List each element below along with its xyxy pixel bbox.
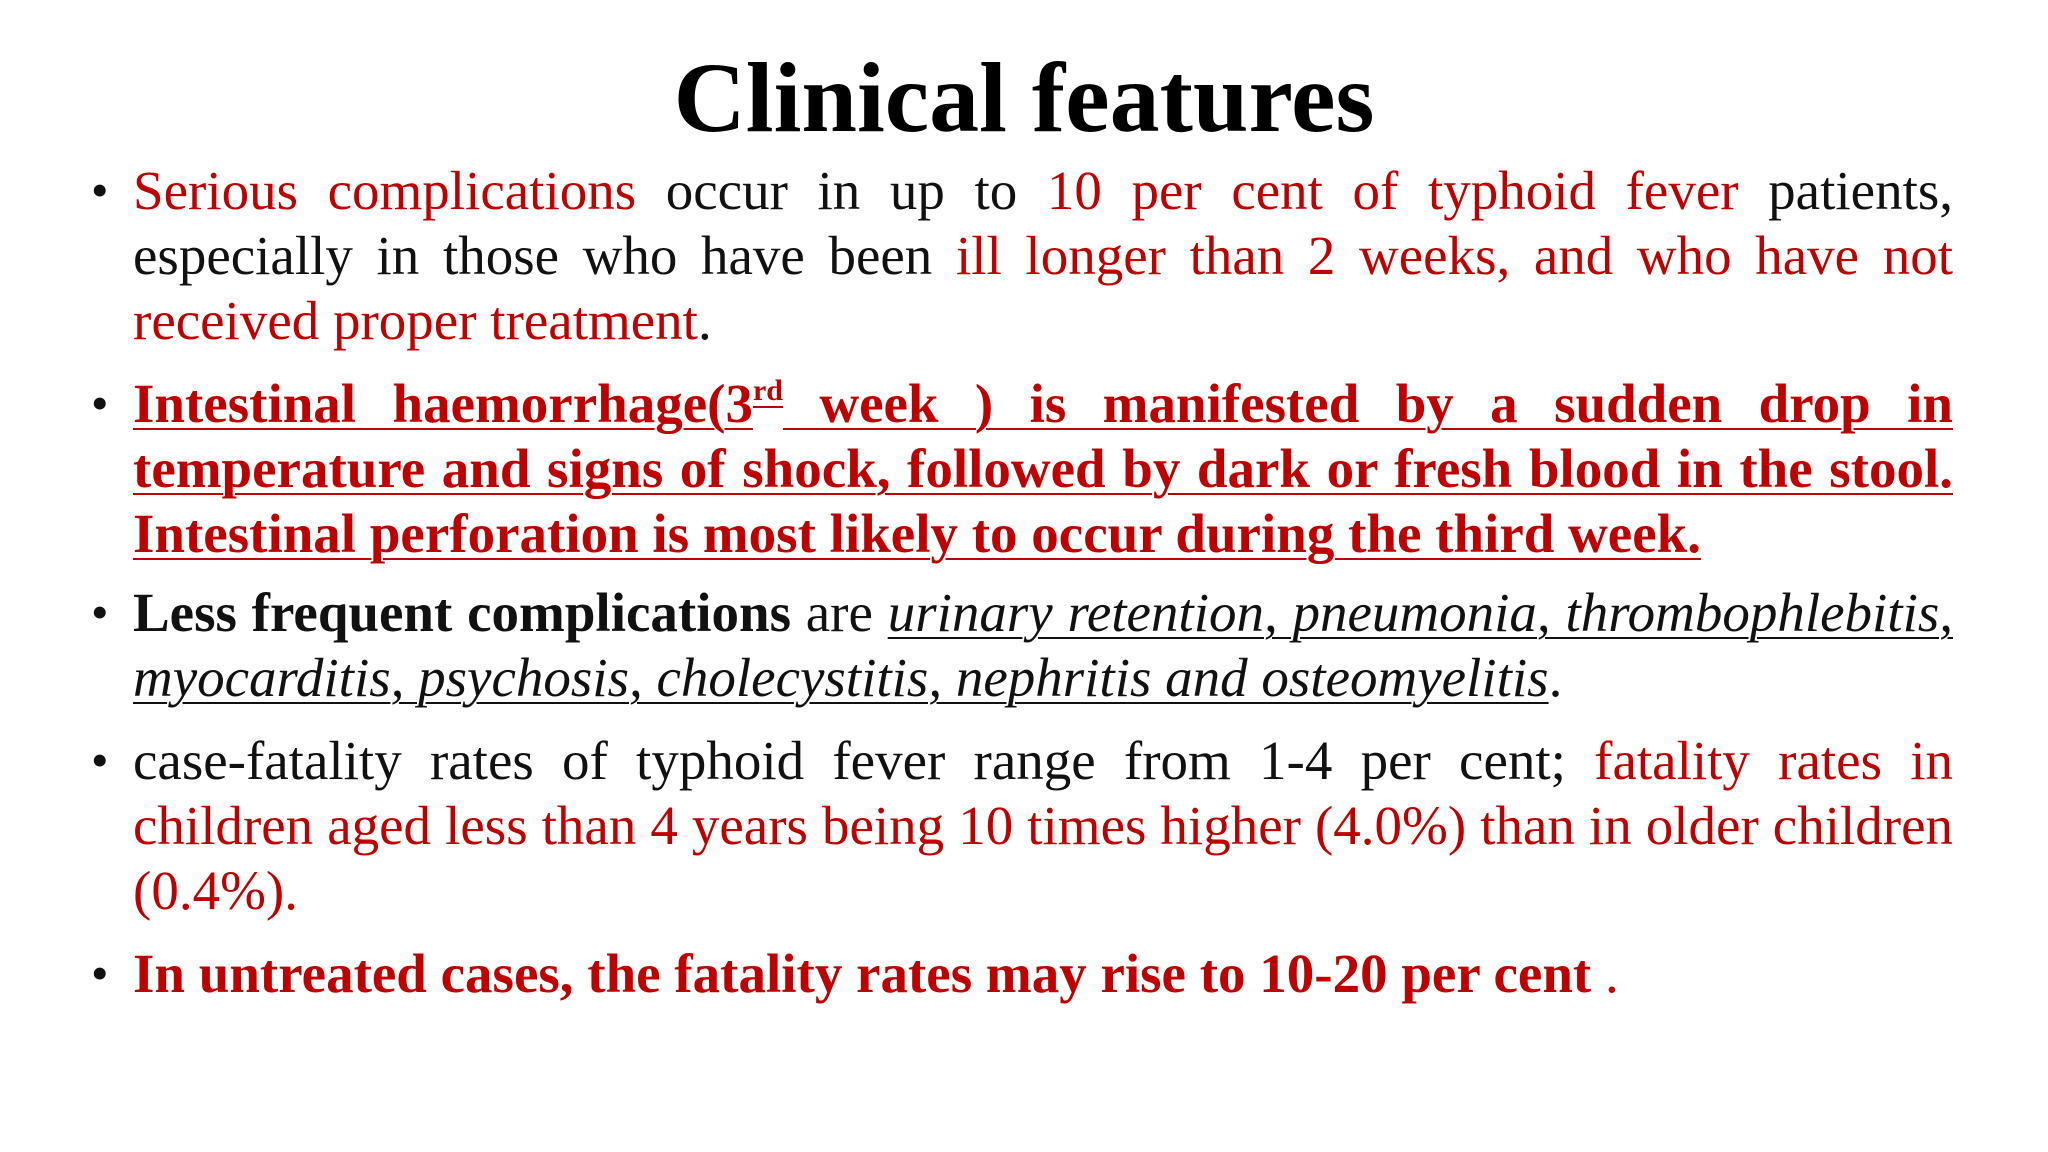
bullet-list [133,158,1953,1006]
slide-title: Clinical features [673,42,1375,153]
text-segment: patients, especially in those who have been [133,160,1954,286]
text-segment: . [697,290,712,351]
bullet-less-frequent-complications [133,580,1953,710]
bullet-case-fatality-rates [133,728,1953,923]
bullet-intestinal-haemorrhage [133,371,1953,566]
text-segment: case-fatality rates of typhoid fever range from 1-4 per cent; [133,730,1595,791]
text-segment: week ) is manifested by a sudden drop in temperature and signs of shock, followed by dark or fresh blood in the stool. Intestinal perforation is most likely to occur during the third week. [133,373,1954,564]
text-segment: are [790,582,888,643]
text-segment: fatality rates in children aged less than 4 years being 10 times higher (4.0%) than in older children (0.4%). [133,730,1953,921]
superscript: rd [752,374,783,407]
text-segment: 10 per cent of typhoid fever [1046,160,1739,221]
text-segment: urinary retention, pneumonia, thrombophlebitis, myocarditis, psychosis, cholecystitis, nephritis and osteomyelitis [133,582,1954,708]
text-segment: ill longer than 2 weeks, and who have not received proper treatment [133,225,1953,351]
text-segment: In untreated cases, the fatality rates may rise to 10-20 per cent [133,943,1605,1004]
text-segment: occur in up to [636,160,1047,221]
text-segment: . [1604,943,1619,1004]
text-segment: Less frequent complications [133,582,791,643]
text-segment: . [1548,647,1563,708]
bullet-serious-complications [133,158,1953,353]
bullet-untreated-cases [133,941,1953,1006]
text-segment: Intestinal haemorrhage(3 [133,373,753,434]
text-segment: Serious complications [133,160,637,221]
